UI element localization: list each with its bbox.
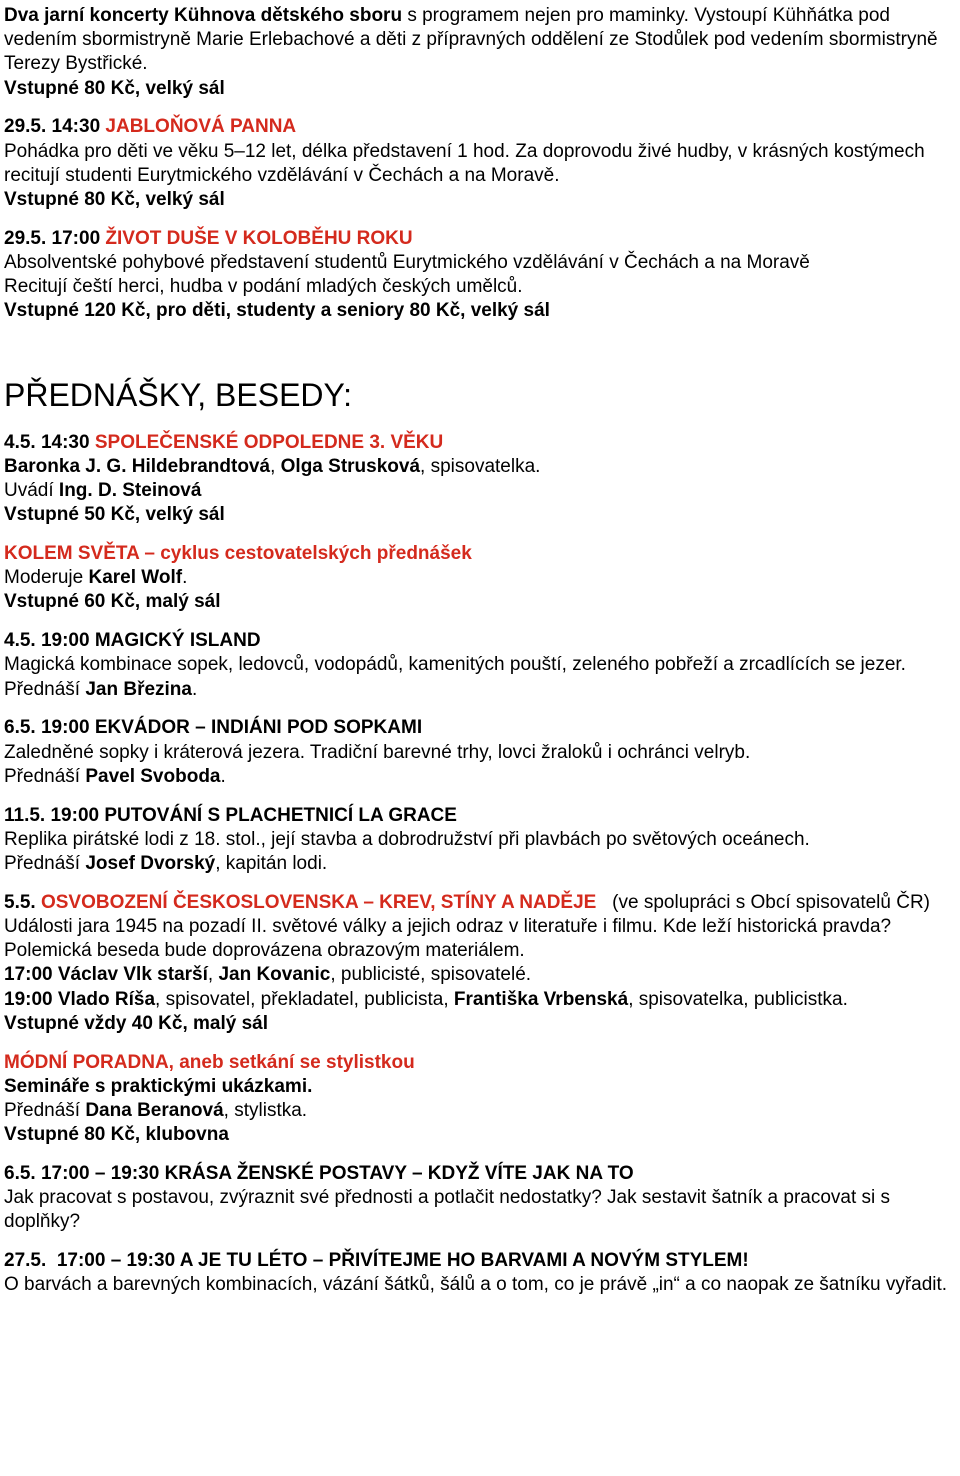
guest-name: Jan Kovanic xyxy=(218,964,331,986)
lecture-speaker xyxy=(4,678,956,702)
event-zivot-duse xyxy=(4,227,956,324)
lecture-title: KOLEM SVĚTA – cyklus cestovatelských přednášek xyxy=(4,543,472,565)
lecture-heading xyxy=(4,891,956,915)
lecture-description: Magická kombinace sopek, ledovců, vodopádů, kamenitých pouští, zeleného pobřeží a zrcadlících se jezer. xyxy=(4,654,906,676)
event-description: Recitují čeští herci, hudba v podání mladých českých umělců. xyxy=(4,276,523,298)
lecture-speaker xyxy=(4,765,956,789)
moderator-label: Moderuje xyxy=(4,567,89,589)
separator: , xyxy=(270,455,281,477)
lecture-description: Replika pirátské lodi z 18. stol., její stavba a dobrodružství při plavbách po světových oceánech. xyxy=(4,828,810,850)
lecture-price: Vstupné 50 Kč, velký sál xyxy=(4,504,225,526)
lecture-moderator xyxy=(4,566,956,590)
concert-intro-price: Vstupné 80 Kč, velký sál xyxy=(4,77,225,99)
lecture-date: 4.5. 14:30 xyxy=(4,431,95,453)
guest-name: Baronka J. G. Hildebrandtová xyxy=(4,455,271,477)
speaker-label: Přednáší xyxy=(4,853,86,875)
lecture-title: OSVOBOZENÍ ČESKOSLOVENSKA – KREV, STÍNY A NADĚJE xyxy=(40,891,597,913)
speaker-name: Pavel Svoboda xyxy=(85,765,221,787)
event-description: Absolventské pohybové představení studentů Eurytmického vzdělávání v Čechách a na Moravě xyxy=(4,252,810,274)
lecture-title: 11.5. 19:00 PUTOVÁNÍ S PLACHETNICÍ LA GRACE xyxy=(4,804,457,826)
speaker-name: Dana Beranová xyxy=(85,1100,224,1122)
section-heading: PŘEDNÁŠKY, BESEDY: xyxy=(4,376,352,413)
guest-name: 17:00 Václav Vlk starší xyxy=(4,964,208,986)
speaker-name: Josef Dvorský xyxy=(85,853,216,875)
moderator-name: Karel Wolf xyxy=(88,567,183,589)
lecture-osvobozeni xyxy=(4,891,956,1036)
lecture-je-tu-leto xyxy=(4,1249,956,1297)
event-heading xyxy=(4,115,956,139)
concert-intro-description: s programem nejen pro maminky. Vystoupí Kühňátka pod vedením sbormistryně Marie Erlebachové a děti z přípravných oddělení ze Stodůlek pod vedením sbormistryně Terezy Bystřické. xyxy=(4,5,938,75)
lecture-title: 4.5. 19:00 MAGICKÝ ISLAND xyxy=(4,630,261,652)
concert-intro-text xyxy=(4,4,956,77)
lecture-guests xyxy=(4,455,956,479)
lecture-description: Zaledněné sopky i kráterová jezera. Tradiční barevné trhy, lovci žraloků i ochránci velryb. xyxy=(4,741,751,763)
guest-role: , spisovatelka. xyxy=(420,455,541,477)
lecture-kolem-sveta xyxy=(4,542,956,615)
section-heading-wrapper xyxy=(4,376,956,414)
speaker-label: Přednáší xyxy=(4,765,86,787)
speaker-name: Jan Březina xyxy=(85,678,192,700)
concert-intro xyxy=(4,4,956,101)
event-title: ŽIVOT DUŠE V KOLOBĚHU ROKU xyxy=(105,227,413,249)
event-description: Pohádka pro děti ve věku 5–12 let, délka představení 1 hod. Za doprovodu živé hudby, v krásných kostýmech recitují studenti Eurytmického vzdělávání v Čechách a na Moravě. xyxy=(4,140,925,186)
lecture-description: O barvách a barevných kombinacích, vázání šátků, šálů a o tom, co je právě „in“ a co naopak ze šatníku vyřadit. xyxy=(4,1274,948,1296)
lecture-guests-1700 xyxy=(4,963,956,987)
lecture-magicky-island xyxy=(4,629,956,702)
event-heading xyxy=(4,227,956,251)
lecture-date: 5.5. xyxy=(4,891,41,913)
event-price: Vstupné 120 Kč, pro děti, studenty a seniory 80 Kč, velký sál xyxy=(4,300,550,322)
guest-role: , spisovatel, překladatel, publicista, xyxy=(155,988,454,1010)
lecture-price: Vstupné 80 Kč, klubovna xyxy=(4,1124,229,1146)
lecture-ekvador xyxy=(4,716,956,789)
lecture-heading xyxy=(4,431,956,455)
punctuation: . xyxy=(191,678,198,700)
lecture-guests-1900 xyxy=(4,988,956,1012)
lecture-description: Jak pracovat s postavou, zvýraznit své přednosti a potlačit nedostatky? Jak sestavit šatník a pracovat si s doplňky? xyxy=(4,1187,891,1233)
guest-role: , publicisté, spisovatelé. xyxy=(330,964,532,986)
speaker-label: Přednáší xyxy=(4,678,86,700)
guest-role: , spisovatelka, publicistka. xyxy=(628,988,848,1010)
lecture-title: 27.5. 17:00 – 19:30 A JE TU LÉTO – PŘIVÍTEJME HO BARVAMI A NOVÝM STYLEM! xyxy=(4,1250,749,1272)
event-date: 29.5. 14:30 xyxy=(4,116,106,138)
event-date: 29.5. 17:00 xyxy=(4,227,106,249)
event-title: JABLOŇOVÁ PANNA xyxy=(105,116,297,138)
separator: , xyxy=(207,964,219,986)
lecture-title: 6.5. 19:00 EKVÁDOR – INDIÁNI POD SOPKAMI xyxy=(4,717,423,739)
lecture-price: Vstupné 60 Kč, malý sál xyxy=(4,591,221,613)
event-jablonova-panna xyxy=(4,115,956,212)
punctuation: . xyxy=(182,567,188,589)
guest-name: Olga Strusková xyxy=(280,455,421,477)
lecture-price: Vstupné vždy 40 Kč, malý sál xyxy=(4,1012,269,1034)
guest-name: Františka Vrbenská xyxy=(453,988,629,1010)
host-name: Ing. D. Steinová xyxy=(58,480,202,502)
speaker-label: Přednáší xyxy=(4,1100,86,1122)
guest-name: 19:00 Vlado Ríša xyxy=(4,988,156,1010)
punctuation: . xyxy=(220,765,226,787)
lecture-title: SPOLEČENSKÉ ODPOLEDNE 3. VĚKU xyxy=(94,431,444,453)
concert-intro-title: Dva jarní koncerty Kühnova dětského sboru xyxy=(4,5,403,26)
lecture-modni-poradna xyxy=(4,1051,956,1148)
event-price: Vstupné 80 Kč, velký sál xyxy=(4,189,225,211)
lecture-putovani-la-grace xyxy=(4,804,956,877)
speaker-role: , kapitán lodi. xyxy=(215,853,328,875)
lecture-description: Události jara 1945 na pozadí II. světové války a jejich odraz v literatuře i filmu. Kde leží historická pravda? Polemická beseda bude doprovázena obrazovým materiálem. xyxy=(4,916,892,962)
lecture-subtitle: Semináře s praktickými ukázkami. xyxy=(4,1075,313,1097)
host-label: Uvádí xyxy=(4,480,59,502)
lecture-host xyxy=(4,479,956,503)
lecture-title: 6.5. 17:00 – 19:30 KRÁSA ŽENSKÉ POSTAVY – KDYŽ VÍTE JAK NA TO xyxy=(4,1163,634,1185)
lecture-speaker xyxy=(4,852,956,876)
lecture-krasa-zenske-postavy xyxy=(4,1162,956,1235)
lecture-spolecenske-odpoledne xyxy=(4,431,956,528)
lecture-cooperation: (ve spolupráci s Obcí spisovatelů ČR) xyxy=(596,891,931,913)
lecture-title: MÓDNÍ PORADNA, aneb setkání se stylistkou xyxy=(4,1051,415,1073)
speaker-role: , stylistka. xyxy=(223,1100,308,1122)
lecture-speaker xyxy=(4,1099,956,1123)
